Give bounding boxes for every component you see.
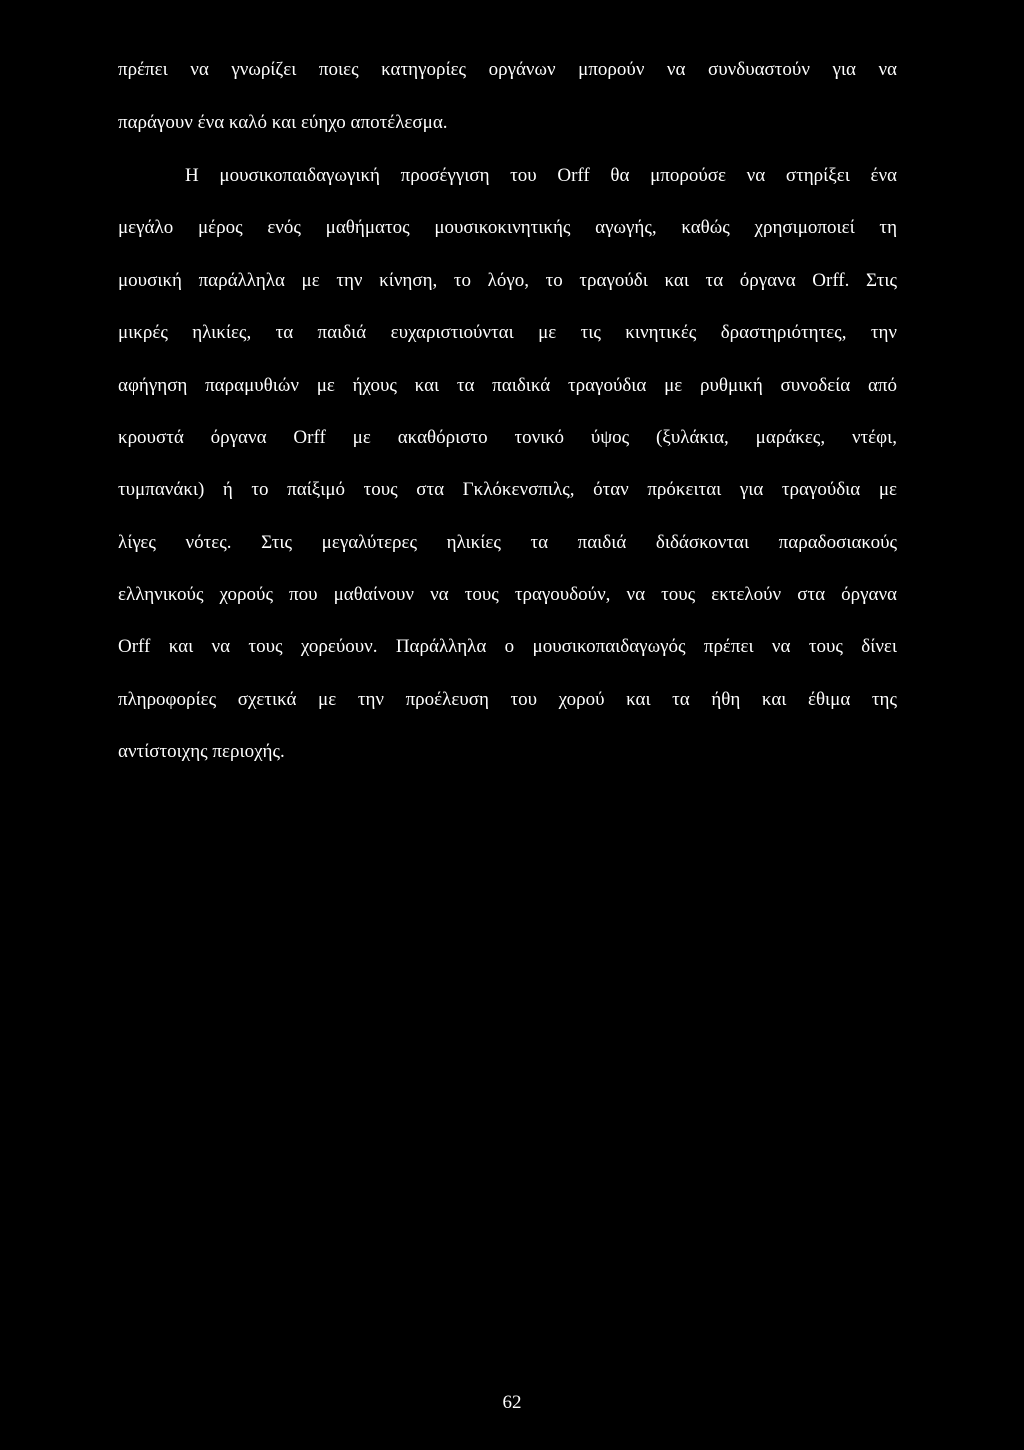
text-line: μουσική παράλληλα με την κίνηση, το λόγο, το τραγούδι και τα όργανα Orff. Στις xyxy=(118,270,897,291)
text-line: μεγάλο μέρος ενός μαθήματος μουσικοκινητικής αγωγής, καθώς χρησιμοποιεί τη xyxy=(118,217,897,238)
text-line: αντίστοιχης περιοχής. xyxy=(118,741,285,762)
text-line: Η μουσικοπαιδαγωγική προσέγγιση του Orff θα μπορούσε να στηρίξει ένα xyxy=(185,165,897,186)
text-line: λίγες νότες. Στις μεγαλύτερες ηλικίες τα παιδιά διδάσκονται παραδοσιακούς xyxy=(118,532,897,553)
text-line: αφήγηση παραμυθιών με ήχους και τα παιδικά τραγούδια με ρυθμική συνοδεία από xyxy=(118,375,897,396)
text-line: πληροφορίες σχετικά με την προέλευση του χορού και τα ήθη και έθιμα της xyxy=(118,689,897,710)
text-line: τυμπανάκι) ή το παίξιμό τους στα Γκλόκενσπιλς, όταν πρόκειται για τραγούδια με xyxy=(118,479,897,500)
text-line: παράγουν ένα καλό και εύηχο αποτέλεσμα. xyxy=(118,112,448,133)
text-line: ελληνικούς χορούς που μαθαίνουν να τους τραγουδούν, να τους εκτελούν στα όργανα xyxy=(118,584,897,605)
text-line: μικρές ηλικίες, τα παιδιά ευχαριστιούνται με τις κινητικές δραστηριότητες, την xyxy=(118,322,897,343)
text-line: κρουστά όργανα Orff με ακαθόριστο τονικό ύψος (ξυλάκια, μαράκες, ντέφι, xyxy=(118,427,897,448)
text-line: Orff και να τους χορεύουν. Παράλληλα ο μουσικοπαιδαγωγός πρέπει να τους δίνει xyxy=(118,636,897,657)
text-line: πρέπει να γνωρίζει ποιες κατηγορίες οργάνων μπορούν να συνδυαστούν για να xyxy=(118,59,897,80)
page-number: 62 xyxy=(502,1392,522,1413)
